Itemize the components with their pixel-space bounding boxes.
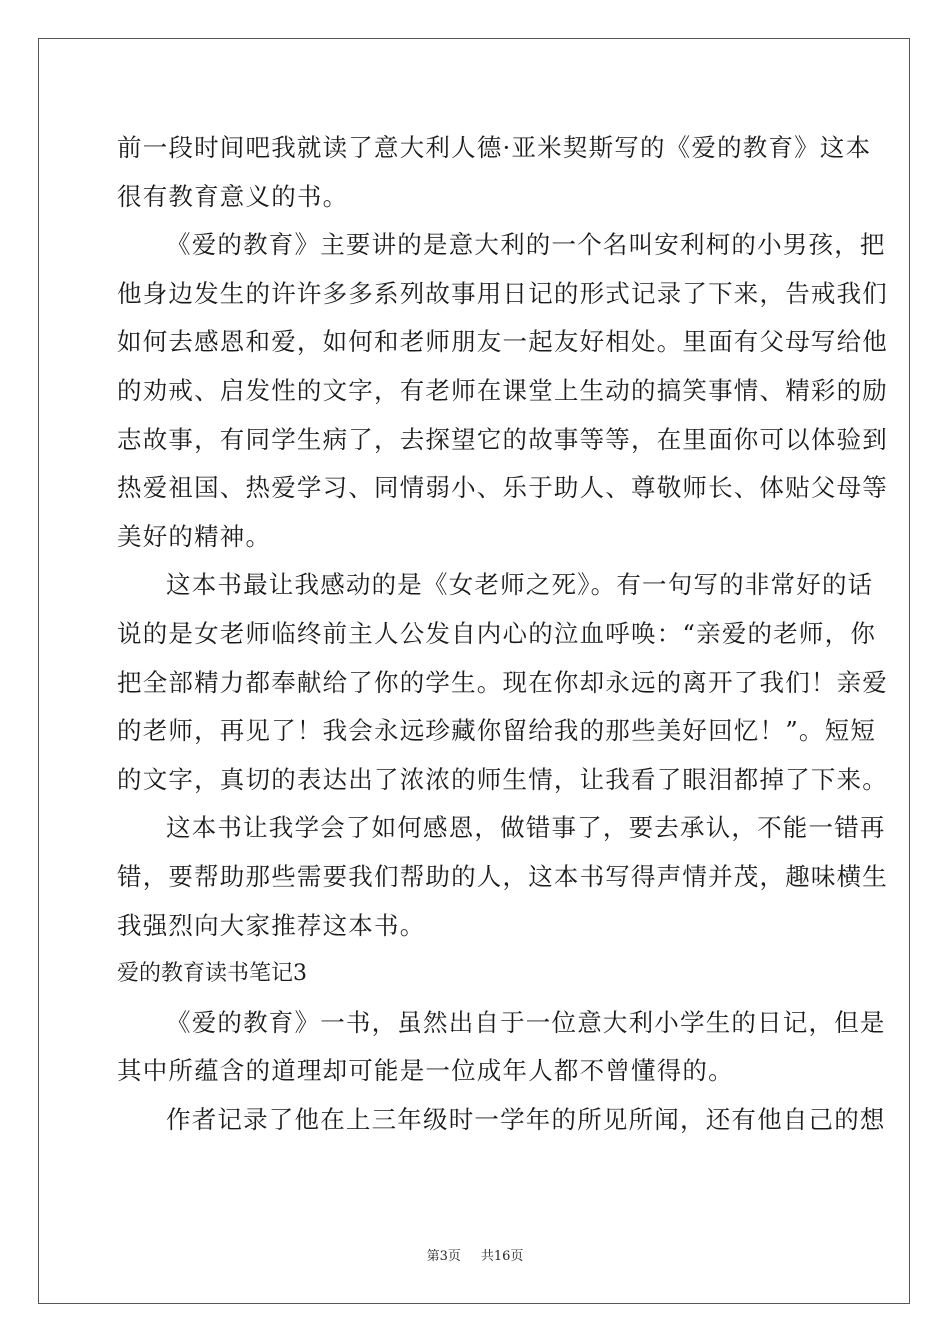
paragraph-line: 志故事，有同学生病了，去探望它的故事等等，在里面你可以体验到 — [117, 424, 888, 454]
paragraph-line: 的劝戒、启发性的文字，有老师在课堂上生动的搞笑事情、精彩的励 — [117, 375, 888, 405]
section-heading: 爱的教育读书笔记3 — [117, 961, 307, 987]
paragraph-line: 的文字，真切的表达出了浓浓的师生情，让我看了眼泪都掉了下来。 — [117, 764, 888, 794]
paragraph-line: 我强烈向大家推荐这本书。 — [117, 910, 426, 940]
paragraph-line: 热爱祖国、热爱学习、同情弱小、乐于助人、尊敬师长、体贴父母等 — [117, 473, 888, 503]
paragraph-line: 的老师，再见了！我会永远珍藏你留给我的那些美好回忆！”。短短 — [117, 716, 877, 746]
paragraph-line: 错，要帮助那些需要我们帮助的人，这本书写得声情并茂，趣味横生 — [117, 861, 888, 891]
paragraph-line: 如何去感恩和爱，如何和老师朋友一起友好相处。里面有父母写给他 — [117, 327, 888, 357]
paragraph-line: 这本书让我学会了如何感恩，做错事了，要去承认，不能一错再 — [166, 813, 886, 843]
page-footer — [0, 1245, 950, 1264]
paragraph-line: 把全部精力都奉献给了你的学生。现在你却永远的离开了我们！亲爱 — [117, 667, 888, 697]
paragraph-line: 他身边发生的许许多多系列故事用日记的形式记录了下来，告戒我们 — [117, 278, 888, 308]
page-total: 共16页 — [480, 1249, 524, 1264]
paragraph-line: 作者记录了他在上三年级时一学年的所见所闻，还有他自己的想 — [166, 1104, 886, 1134]
paragraph-line: 其中所蕴含的道理却可能是一位成年人都不曾懂得的。 — [117, 1056, 734, 1086]
paragraph-line: 美好的精神。 — [117, 521, 272, 551]
document-body — [117, 124, 888, 1144]
paragraph-line: 很有教育意义的书。 — [117, 181, 349, 211]
page-number: 第3页 — [426, 1249, 461, 1264]
paragraph-line: 《爱的教育》主要讲的是意大利的一个名叫安利柯的小男孩，把 — [166, 230, 886, 260]
paragraph-line: 前一段时间吧我就读了意大利人德·亚米契斯写的《爱的教育》这本 — [117, 133, 872, 162]
paragraph-line: 说的是女老师临终前主人公发自内心的泣血呼唤：“亲爱的老师，你 — [117, 618, 877, 648]
paragraph-line: 这本书最让我感动的是《女老师之死》。有一句写的非常好的话 — [166, 570, 874, 600]
paragraph-line: 《爱的教育》一书，虽然出自于一位意大利小学生的日记，但是 — [166, 1007, 886, 1037]
